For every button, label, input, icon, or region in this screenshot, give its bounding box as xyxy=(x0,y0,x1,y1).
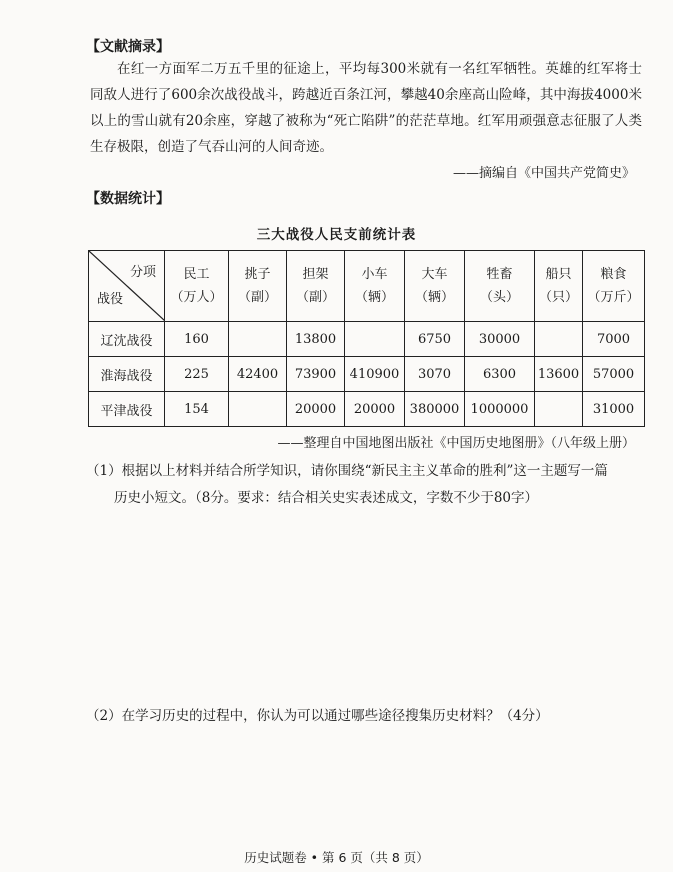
table-cell xyxy=(345,322,405,357)
corner-header-cell xyxy=(89,251,165,322)
table-cell: 6300 xyxy=(465,357,535,392)
battle-name-cell: 淮海战役 xyxy=(89,357,165,392)
table-row xyxy=(89,392,645,427)
table-row xyxy=(89,322,645,357)
battle-name-cell: 辽沈战役 xyxy=(89,322,165,357)
table-cell: 3070 xyxy=(405,357,465,392)
table-cell: 410900 xyxy=(345,357,405,392)
table-row xyxy=(89,357,645,392)
column-header: 担架 （副） xyxy=(287,251,345,322)
literature-heading: 【文献摘录】 xyxy=(86,39,170,55)
table-cell: 31000 xyxy=(583,392,645,427)
column-header: 小车 （辆） xyxy=(345,251,405,322)
column-header: 船只 （只） xyxy=(535,251,583,322)
table-title: 三大战役人民支前统计表 xyxy=(256,227,417,243)
column-header: 挑子 （副） xyxy=(229,251,287,322)
table-cell: 225 xyxy=(165,357,229,392)
data-heading: 【数据统计】 xyxy=(86,191,170,207)
table-cell: 13800 xyxy=(287,322,345,357)
table-cell: 154 xyxy=(165,392,229,427)
table-cell xyxy=(535,322,583,357)
column-header: 民工 （万人） xyxy=(165,251,229,322)
table-cell: 20000 xyxy=(345,392,405,427)
table-cell xyxy=(229,392,287,427)
corner-label-category: 分项 xyxy=(129,265,156,280)
statistics-table xyxy=(88,250,645,427)
question-2: （2）在学习历史的过程中，你认为可以通过哪些途径搜集历史材料？（4分） xyxy=(86,708,549,724)
table-cell xyxy=(229,322,287,357)
table-header-row xyxy=(89,251,645,322)
corner-label-battle: 战役 xyxy=(97,292,124,307)
literature-excerpt: 在红一方面军二万五千里的征途上，平均每300米就有一名红军牺牲。英雄的红军将士同敌人进行了600余次战役战斗，跨越近百条江河，攀越40余座高山险峰，其中海拔4000米以上的雪山就有20余座，穿越了被称为“死亡陷阱”的茫茫草地。红军用顽强意志征服了人类生存极限，创造了气吞山河的人间奇迹。 xyxy=(90,61,642,155)
column-header: 粮食 （万斤） xyxy=(583,251,645,322)
table-cell: 42400 xyxy=(229,357,287,392)
table-cell: 57000 xyxy=(583,357,645,392)
question-1 xyxy=(86,458,646,512)
literature-source: ——摘编自《中国共产党简史》 xyxy=(452,166,635,181)
table-cell xyxy=(535,392,583,427)
table-cell: 160 xyxy=(165,322,229,357)
table-cell: 30000 xyxy=(465,322,535,357)
table-cell: 380000 xyxy=(405,392,465,427)
table-cell: 7000 xyxy=(583,322,645,357)
table-cell: 73900 xyxy=(287,357,345,392)
question-1-line-2: 历史小短文。（8分。要求：结合相关史实表述成文，字数不少于80字） xyxy=(114,490,539,506)
table-cell: 1000000 xyxy=(465,392,535,427)
table-cell: 6750 xyxy=(405,322,465,357)
column-header: 大车 （辆） xyxy=(405,251,465,322)
column-header: 牲畜 （头） xyxy=(465,251,535,322)
table-source: ——整理自中国地图出版社《中国历史地图册》（八年级上册） xyxy=(277,436,635,451)
table-cell: 13600 xyxy=(535,357,583,392)
page-footer: 历史试题卷 • 第 6 页（共 8 页） xyxy=(244,850,429,865)
table-cell: 20000 xyxy=(287,392,345,427)
question-1-line-1: （1）根据以上材料并结合所学知识，请你围绕“新民主主义革命的胜利”这一主题写一篇 xyxy=(86,463,608,479)
battle-name-cell: 平津战役 xyxy=(89,392,165,427)
